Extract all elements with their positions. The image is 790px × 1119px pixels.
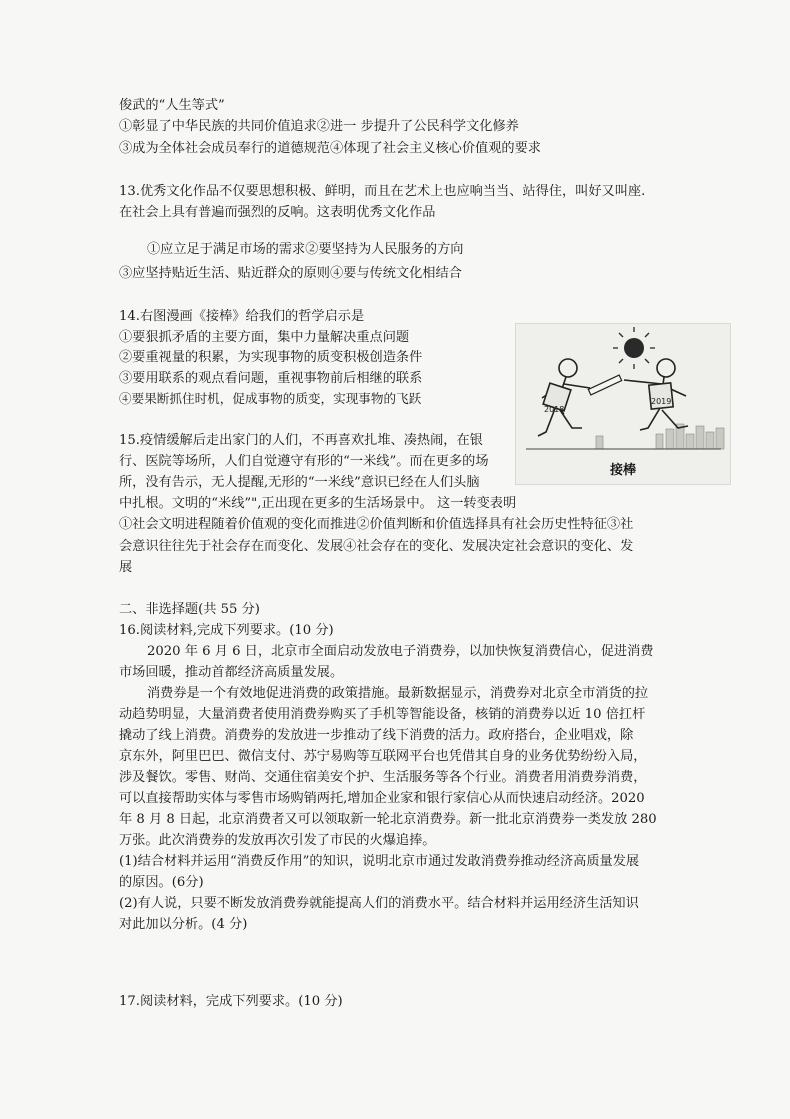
q16-para1-line1: 2020 年 6 月 6 日，北京市全面启动发放电子消费券，以加快恢复消费信心，促进消费 bbox=[147, 644, 654, 659]
q14-statement-1: ①要狠抓矛盾的主要方面，集中力量解决重点问题 bbox=[119, 330, 410, 345]
q12-statements-1: ①彰显了中华民族的共同价值追求②进一 步提升了公民科学文化修养 bbox=[119, 119, 519, 134]
q16-para2-line5: 涉及餐饮。零售、财尚、交通住宿美安个护、生活服务等各个行业。消费者用消费券消费， bbox=[119, 770, 647, 785]
q16-para2-line6: 可以直接帮助实体与零售市场购销两托,增加企业家和银行家信心从而快速启动经济。2020 bbox=[119, 791, 645, 806]
year-label-left: 2018 bbox=[544, 405, 565, 414]
q15-stem-2: 行、医院等场所，人们自觉遵守有形的“一米线”。而在更多的场 bbox=[119, 454, 489, 469]
q16-title: 16.阅读材料,完成下列要求。(10 分) bbox=[119, 623, 334, 638]
q15-stem-3: 所，没有告示，无人提醒,无形的“一米线”意识已经在人们头脑 bbox=[119, 475, 480, 490]
q16-para2-line7: 年 8 月 8 日起，北京消费者又可以领取新一轮北京消费券。新一批北京消费券一类发放 280 bbox=[119, 812, 657, 827]
q16-sub1-line1: (1)结合材料并运用“消费反作用”的知识，说明北京市通过发敢消费券推动经济高质量发展 bbox=[119, 854, 640, 869]
background-blocks bbox=[596, 424, 724, 449]
q15-stem-1: 15.疫情缓解后走出家门的人们，不再喜欢扎堆、凑热闹，在银 bbox=[119, 433, 483, 448]
runner-left bbox=[538, 359, 590, 436]
relay-cartoon-drawing bbox=[516, 324, 730, 484]
cartoon-relay-figure bbox=[515, 323, 731, 485]
figure-caption: 接棒 bbox=[609, 463, 637, 478]
q16-para2-line2: 动趋势明显，大量消费者使用消费券购买了手机等智能设备，核销的消费券以近 10 倍扛杆 bbox=[119, 707, 646, 722]
q16-para1-line2: 市场回暖，推动首都经济高质量发展。 bbox=[119, 665, 344, 680]
q16-sub2-line1: (2)有人说，只要不断发放消费券就能提高人们的消费水平。结合材料并运用经济生活知识 bbox=[119, 896, 639, 911]
q14-stem: 14.右图漫画《接棒》给我们的哲学启示是 bbox=[119, 309, 365, 324]
q15-statements-1: ①社会文明进程随着价值观的变化而推进②价值判断和价值选择具有社会历史性特征③社 bbox=[119, 517, 634, 532]
q15-stem-4: 中扎根。文明的“米线”",正出现在更多的生活场景中。 这一转变表明 bbox=[119, 496, 517, 511]
q13-stem-2: 在社会上具有普遍而强烈的反响。这表明优秀文化作品 bbox=[119, 205, 436, 220]
q14-statement-3: ③要用联系的观点看问题，重视事物前后相继的联系 bbox=[119, 371, 423, 386]
q16-sub1-line2: 的原因。(6分) bbox=[119, 875, 204, 890]
q16-para2-line8: 万张。此次消费券的发放再次引发了市民的火爆追捧。 bbox=[119, 833, 436, 848]
q15-statements-2: 会意识往往先于社会存在而变化、发展④社会存在的变化、发展决定社会意识的变化、发 bbox=[119, 539, 634, 554]
q12-stem-end: 俊武的“人生等式” bbox=[119, 98, 225, 113]
q13-statements-2: ③应坚持贴近生活、贴近群众的原则④要与传统文化相结合 bbox=[119, 266, 462, 281]
runner-right bbox=[624, 359, 688, 430]
q17-title: 17.阅读材料，完成下列要求。(10 分) bbox=[119, 994, 343, 1009]
q14-statement-4: ④要果断抓住时机，促成事物的质变，实现事物的飞跃 bbox=[119, 391, 422, 406]
q16-para2-line1: 消费券是一个有效地促进消费的政策措施。最新数据显示，消费券对北京全市消货的拉 bbox=[147, 686, 649, 701]
q15-statements-3: 展 bbox=[119, 560, 133, 575]
q16-para2-line3: 撬动了线上消费。消费券的发放进一步推动了线下消费的活力。政府搭台，企业唱戏，除 bbox=[119, 728, 634, 743]
section-2-heading: 二、非选择题(共 55 分) bbox=[119, 602, 260, 617]
sun-icon bbox=[624, 338, 644, 358]
year-label-right: 2019 bbox=[651, 397, 672, 406]
q12-statements-2: ③成为全体社会成员奉行的道德规范④体现了社会主义核心价值观的要求 bbox=[119, 141, 541, 156]
q13-statements-1: ①应立足于满足市场的需求②要坚持为人民服务的方向 bbox=[147, 242, 464, 257]
q16-sub2-line2: 对此加以分析。(4 分) bbox=[119, 917, 248, 932]
baton bbox=[588, 375, 621, 395]
q13-stem-1: 13.优秀文化作品不仅要思想积极、鲜明，而且在艺术上也应响当当、站得住，叫好又叫座. bbox=[119, 184, 646, 199]
q16-para2-line4: 京东外，阿里巴巴、微信支付、苏宁易购等互联网平台也凭借其自身的业务优势纷纷入局， bbox=[119, 749, 647, 764]
q14-statement-2: ②要重视量的积累，为实现事物的质变积极创造条件 bbox=[119, 350, 423, 365]
